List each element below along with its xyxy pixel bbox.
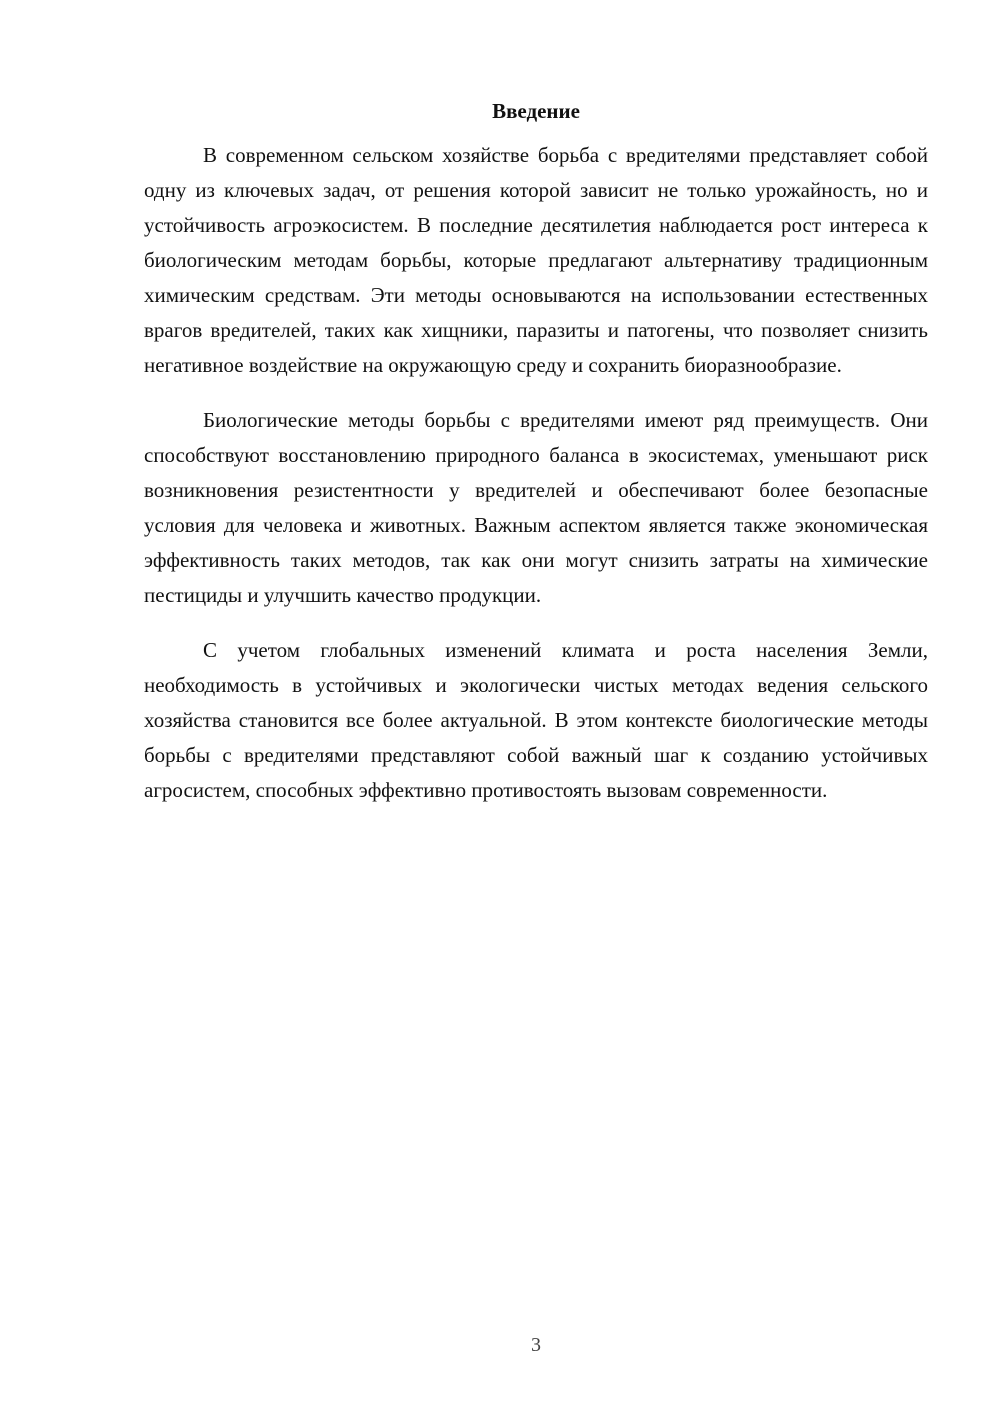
section-heading: Введение [492,99,580,123]
page-number: 3 [531,1334,541,1356]
paragraph-1: В современном сельском хозяйстве борьба с вредителями представляет собой одну из ключевых задач, от решения которой зависит не только урожайность, но и устойчивость агроэкосистем. В последние десятилетия наблюдается рост интереса к биологическим методам борьбы, которые предлагают альтернативу традиционным химическим средствам. Эти методы основываются на использовании естественных врагов вредителей, таких как хищники, паразиты и патогены, что позволяет снизить негативное воздействие на окружающую среду и сохранить биоразнообразие. [144,143,928,377]
paragraph-2: Биологические методы борьбы с вредителями имеют ряд преимуществ. Они способствуют восстановлению природного баланса в экосистемах, уменьшают риск возникновения резистентности у вредителей и обеспечивают более безопасные условия для человека и животных. Важным аспектом является также экономическая эффективность таких методов, так как они могут снизить затраты на химические пестициды и улучшить качество продукции. [144,408,928,607]
document-body [144,96,928,828]
paragraph-3: С учетом глобальных изменений климата и роста населения Земли, необходимость в устойчивых и экологически чистых методах ведения сельского хозяйства становится все более актуальной. В этом контексте биологические методы борьбы с вредителями представляют собой важный шаг к созданию устойчивых агросистем, способных эффективно противостоять вызовам современности. [144,638,928,802]
